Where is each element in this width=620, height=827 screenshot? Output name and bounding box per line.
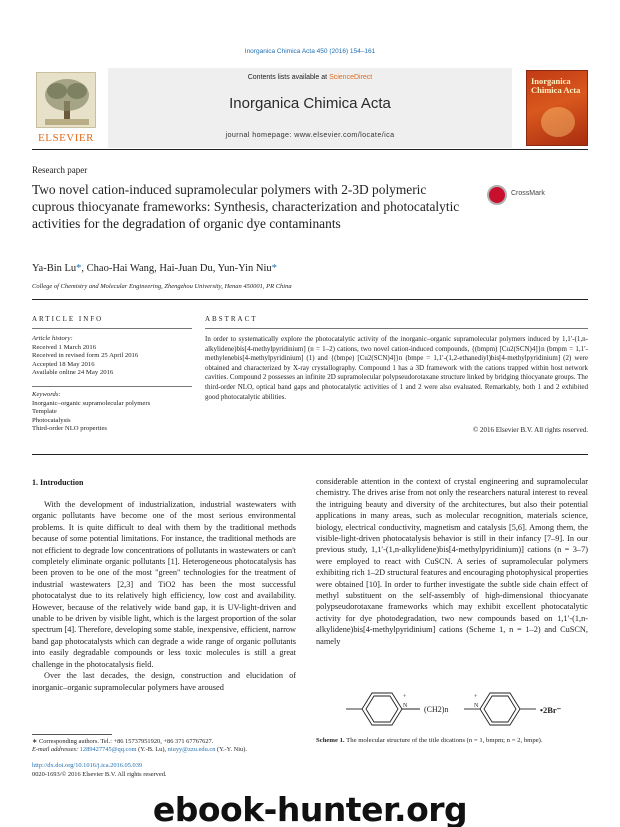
email-prefix: E-mail addresses:: [32, 746, 80, 754]
keyword-item: Template: [32, 408, 57, 416]
journal-cover-image: [526, 70, 588, 146]
scheme-1-structure: [340, 683, 590, 731]
keywords-label: Keywords:: [32, 391, 61, 398]
article-info-heading: ARTICLE INFO: [32, 315, 104, 323]
author-separator: ,: [212, 263, 218, 274]
scheme-structure-drawing: [340, 683, 590, 731]
cover-graphic: [541, 107, 575, 137]
history-item: Available online 24 May 2016: [32, 369, 114, 377]
affiliation: College of Chemistry and Molecular Engineering, Zhengzhou University, Henan 450001, PR China: [32, 283, 292, 290]
article-type: Research paper: [32, 165, 88, 175]
pyridinium-ring: [362, 693, 402, 725]
email-owner: (Y.-B. Lu),: [136, 746, 168, 754]
elsevier-logo: [32, 72, 100, 146]
homepage-link[interactable]: www.elsevier.com/locate/ica: [294, 130, 395, 139]
sciencedirect-link[interactable]: ScienceDirect: [329, 74, 373, 81]
crossmark-button[interactable]: [487, 185, 567, 211]
nitrogen-label: N: [403, 703, 408, 709]
author-separator: ,: [81, 263, 87, 274]
section-heading-introduction: 1. Introduction: [32, 478, 84, 487]
history-item: Accepted 18 May 2016: [32, 360, 95, 368]
keyword-item: Third-order NLO properties: [32, 425, 108, 433]
paragraph: considerable attention in the context of crystal engineering and supramolecular chemistry. The drives arise from not only the researchers natural interest to reveal the intriguing beauty and diversity of the architectures, but also their potential applications in many areas, such as molecular recognition, materials science, biology, electrical conductivity, magnetism and catalysis [5,6]. Among them, the visible-light-driven photocatalysis behavior is still in their infancy [7–9]. In our previous study, 1,1′-(1,n-alkylidene)bis[4-methylpyridinium)] cations (n = 3–7) were employed to react with CuSCN. A series of supramolecular polymers exhibiting rich 1–2D structural features and encouraging photophysical properties were obtained [10]. In order to further investigate the subtle side chain effect of methyl substituent on the self-assembly of high-dimensional thiocyanate polypseudorotaxane frameworks which may exhibit excellent photocatalytic activity for dye photodegradation, two new compounds based on 1,1′-(1,n-alkylidene)bis[4-methylpyridinium] cations (Scheme 1, n = 1–2) and CuSCN, namely: [316, 477, 588, 646]
scheme-caption: [316, 737, 588, 746]
author-name: Hai-Juan Du: [159, 263, 213, 274]
history-item: Received 1 March 2016: [32, 343, 97, 351]
chain-label: (CH2)n: [424, 705, 449, 714]
footnote-divider: [32, 734, 112, 735]
corresponding-author-note: ∗ Corresponding authors. Tel.: +86 15737951920, +86 371 67767627.: [32, 738, 214, 745]
paragraph: With the development of industrialization, industrial wastewaters with organic pollutants have become one of the most serious environmental problems. It is quite difficult to deal with them by the traditional methods because of some potential limitations. For instance, the traditional methods are not efficient to degrade low concentrations of pollutants in wastewaters or can't completely eliminate organic pollutants [1]. Heterogeneous photocatalysis has been proven to be one of the most "green" technologies for the treatment of industrial wastewaters [2,3] and TiO2 has been the most successful photocatalyst due to its relatively high efficiency, low cost and availability. However, because of the relatively wide band gap, it is UV-light-driven and unable to be driven by visible light, which is the largest proportion of the solar spectrum [4]. Therefore, developing some stable, inexpensive, efficient, narrow band gap photocatalysts which can degrade a wide range of organic pollutants into easily degradable compounds or less toxic molecules is still a great challenge in the photocatalysis field.: [32, 500, 296, 669]
journal-citation-link[interactable]: Inorganica Chimica Acta 450 (2016) 154–161: [244, 48, 376, 55]
scheme-caption-label: Scheme 1.: [316, 737, 345, 744]
crossmark-icon: [487, 185, 507, 205]
email-owner: (Y.-Y. Niu).: [215, 746, 247, 754]
homepage-line: [108, 130, 512, 139]
watermark: ebook-hunter.org: [152, 790, 468, 827]
charge-label: +: [474, 694, 478, 700]
history-item: Received in revised form 25 April 2016: [32, 352, 139, 360]
body-right-column: [316, 476, 588, 647]
author-name: Ya-Bin Lu: [32, 263, 77, 274]
history-label: Article history:: [32, 335, 73, 342]
nitrogen-label: N: [474, 703, 479, 709]
contents-prefix: Contents lists available at: [247, 74, 330, 81]
abstract-heading: ABSTRACT: [205, 315, 258, 323]
contents-line: [108, 74, 512, 81]
journal-name: Inorganica Chimica Acta: [229, 95, 391, 112]
abstract-divider: [205, 328, 588, 329]
journal-header: [32, 68, 588, 150]
email-addresses: [32, 746, 302, 754]
ring-inner: [366, 696, 398, 722]
author-name: Yun-Yin Niu: [217, 263, 272, 274]
journal-banner: [108, 68, 512, 148]
ring-inner: [484, 696, 516, 722]
abstract-copyright: © 2016 Elsevier B.V. All rights reserved.: [472, 426, 588, 434]
author-list: [32, 263, 277, 274]
article-history: [32, 335, 197, 378]
keywords-divider: [32, 386, 192, 387]
article-title: Two novel cation-induced supramolecular polymers with 2-3D polymeric cuprous thiocyanate frameworks: Synthesis, characterization and photocatalytic activities for the degradation of organic dye contaminants: [32, 182, 460, 231]
author-name: Chao-Hai Wang: [86, 263, 155, 274]
author-separator: ,: [154, 263, 160, 274]
charge-label: +: [403, 694, 407, 700]
scheme-caption-text: The molecular structure of the title dications (n = 1, bmpm; n = 2, bmpe).: [344, 737, 543, 744]
cover-title: Inorganica Chimica Acta: [531, 76, 581, 95]
keywords: [32, 391, 197, 434]
issn-copyright: 0020-1693/© 2016 Elsevier B.V. All rights reserved.: [32, 771, 167, 778]
header-divider: [32, 299, 588, 300]
email-link[interactable]: 1289427745@qq.com: [79, 746, 137, 754]
body-left-column: [32, 499, 296, 693]
crossmark-label: CrossMark: [511, 190, 545, 197]
publisher-name: ELSEVIER: [38, 132, 94, 144]
keyword-item: Inorganic–organic supramolecular polymers: [32, 399, 151, 407]
corresponding-author-marker[interactable]: *: [76, 263, 82, 274]
abstract-bottom-divider: [32, 454, 588, 455]
elsevier-tree-icon: [36, 72, 96, 128]
doi-link[interactable]: http://dx.doi.org/10.1016/j.ica.2016.05.039: [32, 762, 143, 769]
counter-ion-label: •2Br⁻: [540, 705, 562, 715]
keyword-item: Photocatalysis: [32, 416, 71, 424]
abstract-text: In order to systematically explore the photocatalytic activity of the inorganic–organic supramolecular polymers induced by 1,1′-(1,n-alkylidene)bis[4-methylpyridinium] (n = 1–2) cations, two novel cation-induced compounds, {(bmpm) [Cu2(SCN)4]}n (bmpm = 1,1′-methylenebis[4-methylpyridinium] (1) and {(bmpe) [Cu2(SCN)4]}n (bmpe = 1,1′-(1,2-ethanediyl)bis[4-methylpyridinium] (2) were obtained and characterized by X-ray crystallography. Compound 1 has a 3D framework with the cations trapped within host network cavities. Compound 2 possesses an infinite 2D supramolecular polypseudorotaxane structure linked by bridging thiocyanate groups. The third-order NLO, optical band gaps and photocatalytic activities of 1 and 2 were also evaluated. Remarkably, both 1 and 2 exhibited good photocatalytic abilities.: [205, 335, 588, 401]
homepage-prefix: journal homepage:: [225, 130, 295, 139]
pyridinium-ring: [480, 693, 520, 725]
footnote: [32, 738, 302, 755]
paragraph: Over the last decades, the design, construction and elucidation of inorganic–organic supramolecular polymers have aroused: [32, 671, 296, 692]
article-info-divider: [32, 328, 192, 329]
email-link[interactable]: niuyy@zzu.edu.cn: [167, 746, 216, 754]
corresponding-author-marker[interactable]: *: [271, 263, 277, 274]
